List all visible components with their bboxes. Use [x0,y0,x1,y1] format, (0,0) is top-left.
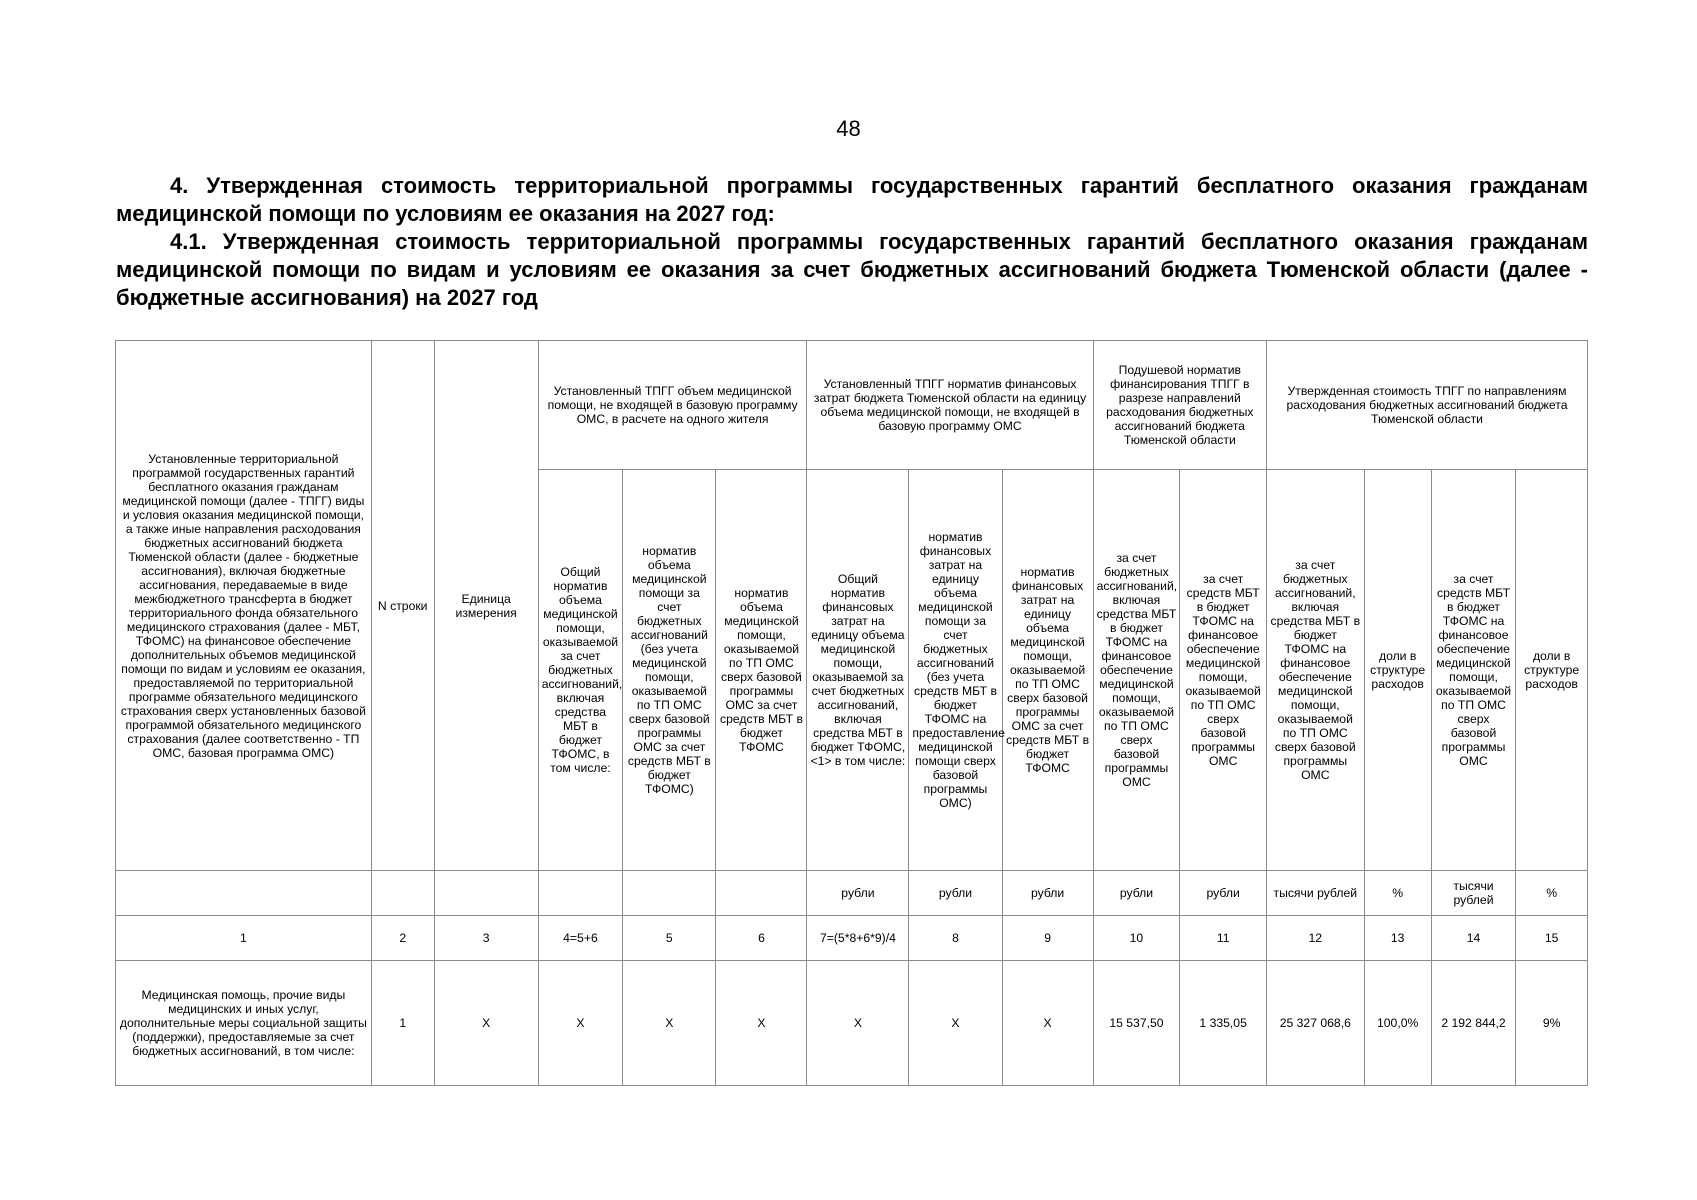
header-col3: Единица измерения [434,341,538,871]
column-number: 5 [623,916,716,961]
table-cell: 9% [1516,961,1588,1086]
column-number: 14 [1431,916,1516,961]
header-c5: норматив объема медицинской помощи за счет бюджетных ассигнований (без учета медицинской помощи, оказываемой по ТП ОМС сверх базовой программы ОМС за счет средств МБТ в бюджет ТФОМС) [623,470,716,871]
section-heading: 4. Утвержденная стоимость территориальной программы государственных гарантий бесплатного оказания гражданам медицинской помощи по условиям ее оказания на 2027 год: [116,173,1588,226]
table-cell: X [716,961,807,1086]
units-cell: рубли [1002,871,1093,916]
header-c9: норматив финансовых затрат на единицу объема медицинской помощи, оказываемой по ТП ОМС сверх базовой программы ОМС за счет средств МБТ в бюджет ТФОМС [1002,470,1093,871]
header-row-groups [116,341,1588,470]
table-cell: 1 335,05 [1180,961,1267,1086]
table-cell: X [623,961,716,1086]
table-cell: X [1002,961,1093,1086]
units-cell [538,871,623,916]
units-row [116,871,1588,916]
cost-table [115,340,1588,1086]
column-number: 11 [1180,916,1267,961]
table-row [116,961,1588,1086]
units-cell: рубли [1180,871,1267,916]
header-c10: за счет бюджетных ассигнований, включая средства МБТ в бюджет ТФОМС на финансовое обеспечение медицинской помощи, оказываемой по ТП ОМС сверх базовой программы ОМС [1093,470,1180,871]
table-cell: X [538,961,623,1086]
header-group-cost: Установленный ТПГГ норматив финансовых затрат бюджета Тюменской области на единицу объема медицинской помощи, не входящей в базовую программу ОМС [807,341,1093,470]
units-cell [434,871,538,916]
table-cell: X [909,961,1002,1086]
header-c14: за счет средств МБТ в бюджет ТФОМС на финансовое обеспечение медицинской помощи, оказываемой по ТП ОМС сверх базовой программы ОМС [1431,470,1516,871]
header-group-volume: Установленный ТПГГ объем медицинской помощи, не входящей в базовую программу ОМС, в расчете на одного жителя [538,341,807,470]
column-number: 13 [1364,916,1431,961]
header-c13: доли в структуре расходов [1364,470,1431,871]
header-c7: Общий норматив финансовых затрат на единицу объема медицинской помощи, оказываемой за счет бюджетных ассигнований, включая средства МБТ в бюджет ТФОМС, <1> в том числе: [807,470,909,871]
header-col1: Установленные территориальной программой государственных гарантий бесплатного оказания гражданам медицинской помощи (далее - ТПГГ) виды и условия оказания медицинской помощи, а также иные направления расходования бюджетных ассигнований бюджета Тюменской области (далее - бюджетные ассигнования), включая бюджетные ассигнования, передаваемые в виде межбюджетного трансферта в бюджет территориального фонда обязательного медицинского страхования (далее - МБТ, ТФОМС) на финансовое обеспечение дополнительных объемов медицинской помощи по видам и условиям ее оказания, предоставляемой по территориальной программе обязательного медицинского страхования сверх установленных базовой программой обязательного медицинского страхования (далее соответственно - ТП ОМС, базовая программа ОМС) [116,341,372,871]
units-cell [371,871,434,916]
column-number: 7=(5*8+6*9)/4 [807,916,909,961]
column-number: 4=5+6 [538,916,623,961]
table-cell: 15 537,50 [1093,961,1180,1086]
header-c15: доли в структуре расходов [1516,470,1588,871]
header-group-capita: Подушевой норматив финансирования ТПГГ в разрезе направлений расходования бюджетных ассигнований бюджета Тюменской области [1093,341,1266,470]
column-number: 6 [716,916,807,961]
units-cell: тысячи рублей [1431,871,1516,916]
units-cell: % [1364,871,1431,916]
column-number: 10 [1093,916,1180,961]
header-c11: за счет средств МБТ в бюджет ТФОМС на финансовое обеспечение медицинской помощи, оказываемой по ТП ОМС сверх базовой программы ОМС [1180,470,1267,871]
column-number: 9 [1002,916,1093,961]
subsection-heading: 4.1. Утвержденная стоимость территориальной программы государственных гарантий бесплатного оказания гражданам медицинской помощи по видам и условиям ее оказания за счет бюджетных ассигнований бюджета Тюменской области (далее - бюджетные ассигнования) на 2027 год [116,229,1588,310]
column-number: 2 [371,916,434,961]
table-cell: 1 [371,961,434,1086]
row-label: Медицинская помощь, прочие виды медицинских и иных услуг, дополнительные меры социальной защиты (поддержки), предоставляемые за счет бюджетных ассигнований, в том числе: [116,961,372,1086]
header-group-total: Утвержденная стоимость ТПГГ по направлениям расходования бюджетных ассигнований бюджета Тюменской области [1267,341,1588,470]
column-numbers-row [116,916,1588,961]
units-cell [116,871,372,916]
header-c6: норматив объема медицинской помощи, оказываемой по ТП ОМС сверх базовой программы ОМС за счет средств МБТ в бюджет ТФОМС [716,470,807,871]
column-number: 15 [1516,916,1588,961]
table-cell: 2 192 844,2 [1431,961,1516,1086]
units-cell [716,871,807,916]
column-number: 1 [116,916,372,961]
column-number: 12 [1267,916,1365,961]
table-cell: 25 327 068,6 [1267,961,1365,1086]
header-col2: N строки [371,341,434,871]
header-c12: за счет бюджетных ассигнований, включая средства МБТ в бюджет ТФОМС на финансовое обеспечение медицинской помощи, оказываемой по ТП ОМС сверх базовой программы ОМС [1267,470,1365,871]
table-cell: X [434,961,538,1086]
header-c4: Общий норматив объема медицинской помощи, оказываемой за счет бюджетных ассигнований, включая средства МБТ в бюджет ТФОМС, в том числе: [538,470,623,871]
units-cell: % [1516,871,1588,916]
page-number: 48 [836,116,861,141]
table-cell: X [807,961,909,1086]
column-number: 3 [434,916,538,961]
column-number: 8 [909,916,1002,961]
units-cell: рубли [909,871,1002,916]
units-cell: тысячи рублей [1267,871,1365,916]
units-cell: рубли [807,871,909,916]
header-c8: норматив финансовых затрат на единицу объема медицинской помощи за счет бюджетных ассигнований (без учета средств МБТ в бюджет ТФОМС на предоставление медицинской помощи сверх базовой программы ОМС) [909,470,1002,871]
units-cell [623,871,716,916]
units-cell: рубли [1093,871,1180,916]
table-cell: 100,0% [1364,961,1431,1086]
